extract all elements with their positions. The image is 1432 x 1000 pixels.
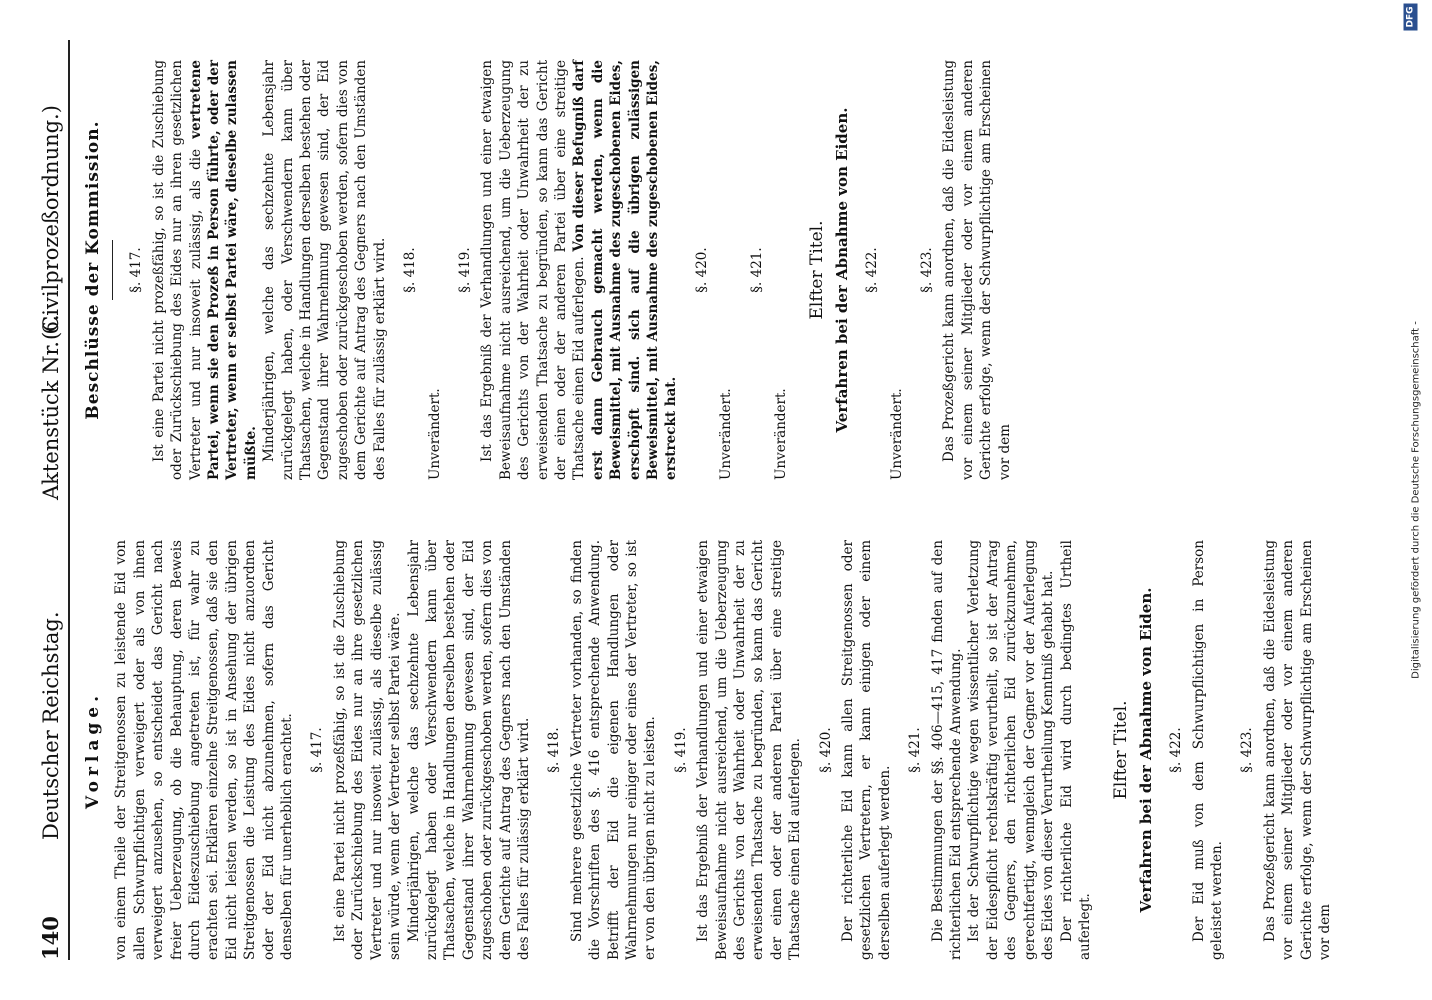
section-number: §. 420. bbox=[693, 247, 710, 293]
section-number: §. 418. bbox=[402, 247, 419, 293]
paragraph: von einem Theile der Streitgenossen zu leistende Eid von allen Schwurpflichtigen verweigert oder als von ihnen verweigert anzusehen, so entscheidet das Gericht nach freier Ueberzeugung, ob die Behauptung, deren Beweis durch Eideszuschiebung angetreten ist, für wahr zu erachten sei. Erklären einzelne Streitgenossen, daß sie den Eid nicht leisten werden, so ist in Ansehung der übrigen Streitgenossen die Leistung des Eides nicht anzuordnen oder der Eid nicht abzunehmen, sofern das Gericht denselben für unerheblich erachtet. bbox=[113, 540, 296, 960]
section-number: §. 419. bbox=[456, 247, 473, 293]
paragraph: Das Prozeßgericht kann anordnen, daß die Eidesleistung vor einem seiner Mitglieder oder vor einem anderen Gerichte erfolge, wenn der Schwurpflichtige am Erscheinen vor dem bbox=[941, 60, 1013, 480]
page-number: 140 bbox=[38, 916, 63, 960]
unchanged-note: Unverändert. bbox=[773, 388, 789, 480]
column-title: Vorlage. bbox=[83, 690, 103, 810]
section-number: §. 423. bbox=[919, 247, 936, 293]
paragraph: Der Eid muß von dem Schwurpflichtigen in Person geleistet werden. bbox=[1190, 540, 1225, 960]
part-title: Elfter Titel. bbox=[807, 220, 828, 320]
header-publication: Deutscher Reichstag. bbox=[39, 611, 63, 840]
part-subtitle: Verfahren bei der Abnahme von Eiden. bbox=[832, 107, 851, 433]
column-vorlage bbox=[84, 540, 1334, 960]
column-kommission bbox=[84, 60, 1014, 480]
paragraph bbox=[478, 60, 680, 480]
section-number: §. 420. bbox=[817, 727, 834, 773]
header-subject: (Civilprozeßordnung.) bbox=[39, 105, 63, 340]
page-header bbox=[34, 40, 70, 960]
paragraph bbox=[150, 60, 260, 480]
paragraph: Die Bestimmungen der §§. 406—415, 417 finden auf den richterlichen Eid entsprechende Anwendung. bbox=[929, 540, 965, 960]
paragraph-text: Ist eine Partei nicht prozeßfähig, so ist die Zuschiebung oder Zurückschiebung des Eides nur an ihren gesetzlichen Vertreter und nur insoweit zulässig, als die bbox=[150, 60, 204, 480]
paragraph-text: Ist das Ergebniß der Verhandlungen und einer etwaigen Beweisaufnahme nicht ausreichend, um die Ueberzeugung des Gerichts von der Wahrheit oder Unwahrheit der zu erweisenden Thatsache zu begründen, so kann das Gericht der einen oder der anderen Partei über eine streitige Thatsache einen Eid auferlegen. bbox=[479, 60, 588, 480]
unchanged-note: Unverändert. bbox=[888, 388, 905, 480]
paragraph: Minderjährigen, welche das sechzehnte Lebensjahr zurückgelegt haben, oder Verschwendern kann über Thatsachen, welche in Handlungen derselben bestehen oder Gegenstand ihrer Wahrnehmung gewesen sind, der Eid zugeschoben oder zurückgeschoben werden, sofern dies von dem Gerichte auf Antrag des Gegners nach den Umständen des Falles für zulässig erklärt wird. bbox=[261, 60, 388, 480]
section-number: §. 417. bbox=[309, 727, 326, 773]
paragraph: Ist der Schwurpflichtige wegen wissentlicher Verletzung der Eidespflicht rechtskräftig verurtheilt, so ist der Antrag des Gegners, den richterlichen Eid zurückzunehmen, gerechtfertigt, wenngleich der Gegner vor der Auferlegung des Eides von dieser Verurtheilung Kenntniß gehabt hat. bbox=[966, 540, 1057, 960]
section-number: §. 421. bbox=[748, 247, 765, 293]
dfg-logo: DFG bbox=[1403, 3, 1417, 30]
header-document: Aktenstück Nr. 6. bbox=[39, 314, 63, 500]
section-number: §. 421. bbox=[907, 727, 924, 773]
section-number: §. 418. bbox=[546, 727, 563, 773]
paragraph: Der richterliche Eid wird durch bedingtes Urtheil auferlegt. bbox=[1058, 540, 1093, 960]
credit-text: Digitalisierung gefördert durch die Deutsche Forschungsgemeinschaft - bbox=[1410, 321, 1422, 679]
paragraph: Minderjährigen, welche das sechzehnte Lebensjahr zurückgelegt haben oder Verschwendern kann über Thatsachen, welche in Handlungen derselben bestehen oder Gegenstand ihrer Wahrnehmung gewesen sind, der Eid zugeschoben oder zurückgeschoben werden, sofern dies von dem Gerichte auf Antrag des Gegners nach den Umständen des Falles für zulässig erklärt wird. bbox=[405, 540, 532, 960]
paragraph: Der richterliche Eid kann allen Streitgenossen oder gesetzlichen Vertretern, er kann einigen oder einem derselben auferlegt werden. bbox=[840, 540, 893, 960]
paragraph: Sind mehrere gesetzliche Vertreter vorhanden, so finden die Vorschriften des §. 416 entsprechende Anwendung. Betrifft der Eid die eigenen Handlungen oder Wahrnehmungen nur einiger oder eines der Vertreter, so ist er von den übrigen nicht zu leisten. bbox=[568, 540, 659, 960]
digitization-credit bbox=[1404, 0, 1428, 1000]
paragraph: Ist das Ergebniß der Verhandlungen und einer etwaigen Beweisaufnahme nicht ausreichend, um die Ueberzeugung des Gerichts von der Wahrheit oder Unwahrheit der zu erweisenden Thatsache zu begründen, so kann das Gericht der einen oder der anderen Partei über eine streitige Thatsache einen Eid auferlegen. bbox=[695, 540, 804, 960]
section-number: §. 419. bbox=[672, 727, 689, 773]
paragraph: Ist eine Partei nicht prozeßfähig, so ist die Zuschiebung oder Zurückschiebung des Eides nur an ihre gesetzlichen Vertreter und nur insoweit zulässig, als dieselbe zulässig sein würde, wenn der Vertreter selbst Partei wäre. bbox=[331, 540, 404, 960]
unchanged-note: Unverändert. bbox=[426, 388, 443, 480]
section-number: §. 422. bbox=[1168, 727, 1185, 773]
section-number: §. 423. bbox=[1239, 727, 1256, 773]
part-subtitle: Verfahren bei der Abnahme von Eiden. bbox=[1136, 587, 1155, 913]
section-number: §. 422. bbox=[864, 247, 881, 293]
section-number: §. 417. bbox=[128, 247, 145, 293]
paragraph-bold-text: vertretene Partei, wenn sie den Prozeß in Person führte, oder der Vertreter, wenn er selbst Partei wäre, dieselbe zulassen müßte. bbox=[187, 60, 259, 480]
unchanged-note: Unverändert. bbox=[718, 388, 735, 480]
part-title: Elfter Titel. bbox=[1111, 700, 1132, 800]
paragraph-bold-text: Von dieser Befugniß darf erst dann Gebrauch gemacht werden, wenn die Beweismittel, mit Ausnahme des zugeschobenen Eides, erschöpft sind. sich auf die übrigen zulässigen Beweismittel, mit Ausnahme des zugeschobenen Eides, erstreckt hat. bbox=[571, 59, 680, 480]
paragraph: Das Prozeßgericht kann anordnen, daß die Eidesleistung vor einem seiner Mitglieder oder vor einem anderen Gerichte erfolge, wenn der Schwurpflichtige am Erscheinen vor dem bbox=[1261, 540, 1333, 960]
column-title: Beschlüsse der Kommission. bbox=[83, 120, 103, 420]
title-rule bbox=[112, 240, 113, 300]
